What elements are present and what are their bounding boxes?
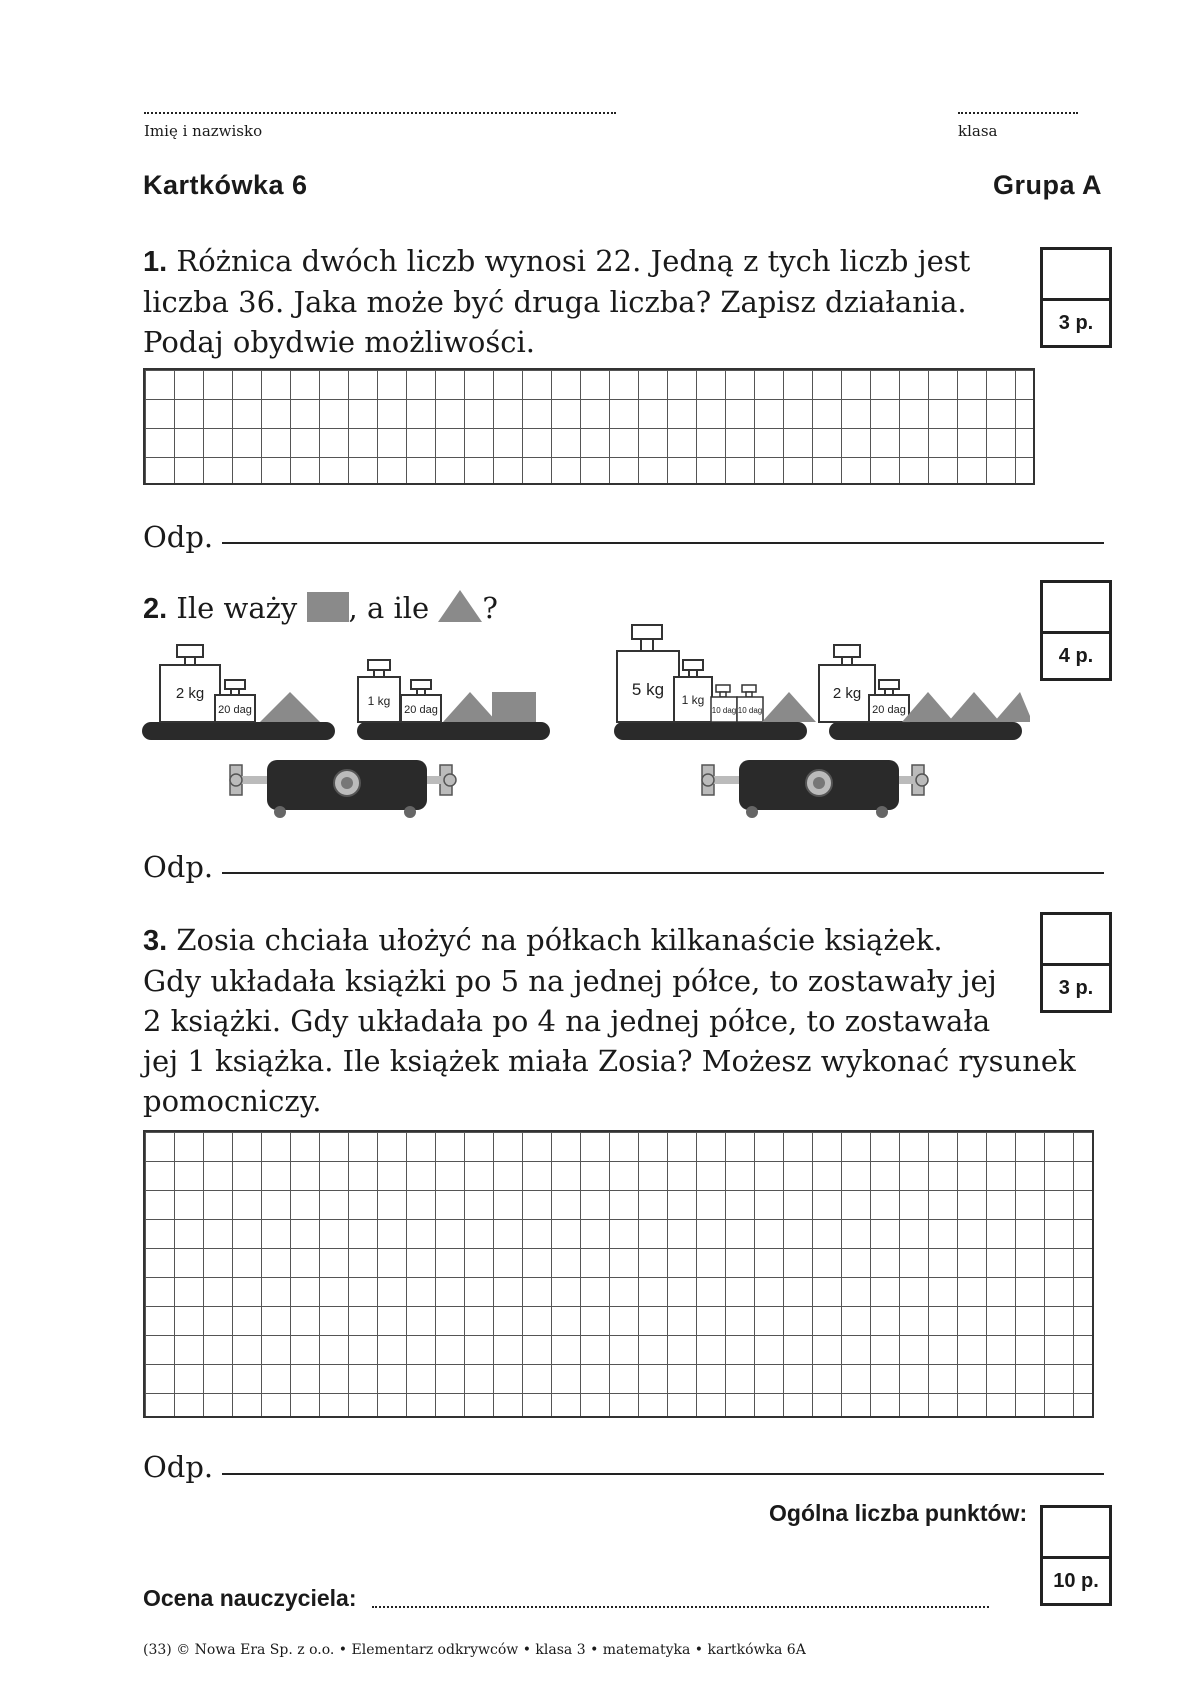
- weight-10dag-label: 10 dag: [737, 706, 763, 715]
- weight-10dag-icon: [737, 685, 763, 722]
- question-3-points: 3 p.: [1058, 977, 1094, 999]
- weight-10dag-label: 10 dag: [711, 706, 737, 715]
- weight-2kg-label: 2 kg: [832, 685, 862, 702]
- weight-5kg-label: 5 kg: [631, 680, 665, 699]
- scale-1-base: [230, 760, 456, 818]
- question-2-answer-label: Odp.: [143, 850, 214, 884]
- triangle-symbol-icon: [438, 590, 482, 622]
- class-label: klasa: [958, 122, 998, 140]
- question-1-points: 3 p.: [1058, 312, 1094, 334]
- question-2-text-a: Ile waży: [176, 591, 298, 625]
- square-object-icon: [492, 692, 536, 722]
- square-symbol-icon: [307, 592, 349, 622]
- question-3-work-grid[interactable]: [143, 1130, 1094, 1418]
- name-dotted-line[interactable]: [144, 112, 616, 114]
- total-points: 10 p.: [1053, 1570, 1099, 1592]
- question-3-score-field[interactable]: [1043, 915, 1109, 966]
- name-label: Imię i nazwisko: [144, 122, 263, 140]
- weight-20dag-label: 20 dag: [872, 704, 906, 716]
- question-1-number: 1.: [143, 246, 168, 278]
- footer-copyright: (33) © Nowa Era Sp. z o.o. • Elementarz odkrywców • klasa 3 • matematyka • kartkówka 6A: [143, 1642, 806, 1658]
- question-1-work-grid[interactable]: [143, 368, 1035, 485]
- question-3-answer-line[interactable]: [222, 1473, 1104, 1475]
- scale-1-left-pan: [142, 722, 335, 740]
- question-1-answer-label: Odp.: [143, 520, 214, 554]
- question-2-number: 2.: [143, 593, 168, 625]
- weight-10dag-icon: [711, 685, 737, 722]
- total-score-box[interactable]: [1040, 1505, 1112, 1606]
- triangle-object-icon: [762, 692, 816, 722]
- weight-2kg-label: 2 kg: [175, 685, 205, 702]
- question-2-score-box[interactable]: [1040, 580, 1112, 681]
- question-3-text: [143, 920, 1083, 1121]
- question-2-text-c: ?: [482, 591, 498, 625]
- question-1-line-3: Podaj obydwie możliwości.: [143, 325, 535, 359]
- triangle-object-icon: [443, 692, 497, 722]
- question-3-line-1: Zosia chciała ułożyć na półkach kilkanaście książek.: [176, 923, 943, 957]
- group-label: Grupa A: [993, 170, 1103, 200]
- question-2-score-field[interactable]: [1043, 583, 1109, 634]
- page-title: Kartkówka 6: [143, 170, 308, 200]
- question-3-line-2: Gdy układała książki po 5 na jednej półce, to zostawały jej: [143, 964, 997, 998]
- question-3-line-3: 2 książki. Gdy układała po 4 na jednej półce, to zostawała: [143, 1004, 991, 1038]
- balance-scale-2: [612, 620, 1032, 820]
- question-3-number: 3.: [143, 925, 168, 957]
- question-3-score-box[interactable]: [1040, 912, 1112, 1013]
- question-1-score-box[interactable]: [1040, 247, 1112, 348]
- weight-5kg-icon: [617, 625, 679, 722]
- weight-1kg-icon: [358, 660, 400, 722]
- total-score-field[interactable]: [1043, 1508, 1109, 1559]
- scale-2-left-pan: [614, 722, 807, 740]
- question-3-answer-label: Odp.: [143, 1450, 214, 1484]
- weight-1kg-label: 1 kg: [681, 693, 705, 707]
- teacher-grade-dotted-line[interactable]: [372, 1606, 989, 1608]
- class-dotted-line[interactable]: [958, 112, 1078, 114]
- weight-20dag-label: 20 dag: [404, 704, 438, 716]
- teacher-grade-label: Ocena nauczyciela:: [143, 1585, 357, 1611]
- weight-2kg-icon: [819, 645, 875, 722]
- question-3-line-5: pomocniczy.: [143, 1084, 322, 1118]
- question-1-text: [143, 241, 1023, 362]
- question-2-answer-line[interactable]: [222, 872, 1104, 874]
- balance-scale-1: [140, 625, 560, 820]
- triangle-object-icon: [994, 692, 1030, 722]
- question-2-text-b: , a ile: [348, 591, 430, 625]
- weight-20dag-label: 20 dag: [218, 704, 252, 716]
- scale-2-right-pan: [829, 722, 1022, 740]
- question-1-line-1: Różnica dwóch liczb wynosi 22. Jedną z tych liczb jest: [176, 244, 971, 278]
- weight-1kg-label: 1 kg: [367, 694, 391, 708]
- scale-2-base: [702, 760, 928, 818]
- question-1-score-field[interactable]: [1043, 250, 1109, 301]
- weight-2kg-icon: [160, 645, 220, 722]
- triangle-object-icon: [260, 692, 320, 722]
- weight-20dag-icon: [401, 680, 441, 722]
- question-1-answer-line[interactable]: [222, 542, 1104, 544]
- question-2-points: 4 p.: [1058, 645, 1094, 667]
- question-3-line-4: jej 1 książka. Ile książek miała Zosia? Możesz wykonać rysunek: [143, 1044, 1076, 1078]
- scale-1-right-pan: [357, 722, 550, 740]
- question-1-line-2: liczba 36. Jaka może być druga liczba? Zapisz działania.: [143, 285, 967, 319]
- question-2-text: [143, 588, 498, 629]
- triangle-object-icon: [948, 692, 1000, 722]
- total-points-label: Ogólna liczba punktów:: [769, 1500, 1028, 1526]
